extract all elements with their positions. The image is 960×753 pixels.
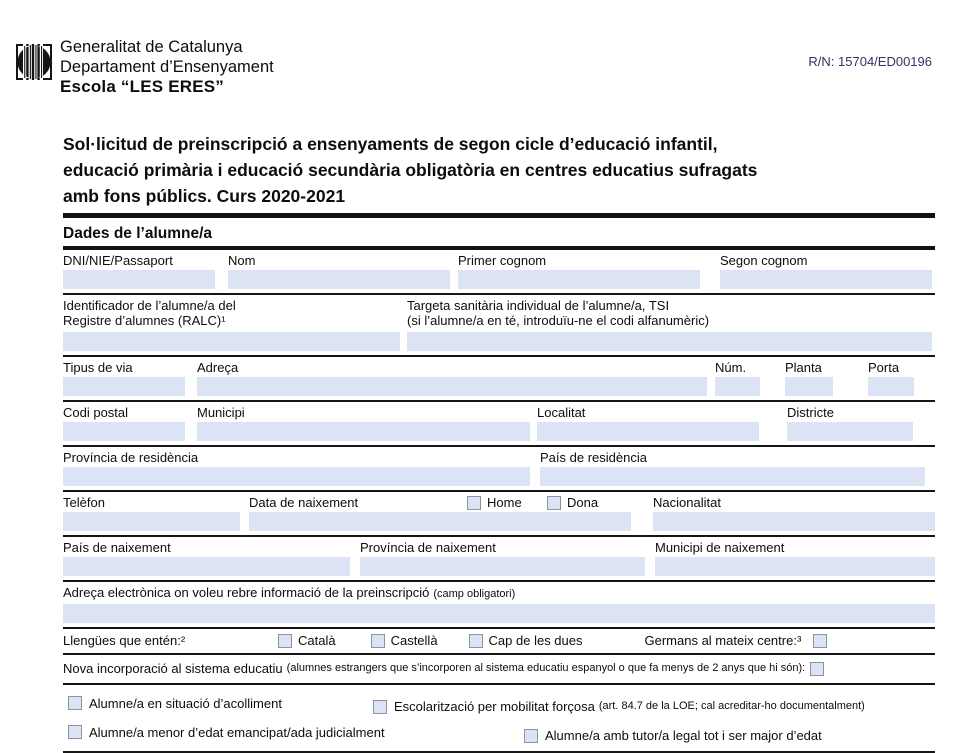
- row-telefon-naixement: [63, 492, 935, 537]
- label-telefon: Telèfon: [63, 495, 105, 510]
- input-segon-cognom[interactable]: [720, 270, 932, 289]
- label-pais-naixement: País de naixement: [63, 540, 171, 555]
- section-title-dades-alumne: Dades de l’alumne/a: [63, 225, 213, 242]
- input-tipus-via[interactable]: [63, 377, 185, 396]
- label-ralc-line2: Registre d’alumnes (RALC)¹: [63, 313, 226, 328]
- input-codi-postal[interactable]: [63, 422, 185, 441]
- label-mobilitat: Escolarització per mobilitat forçosa: [394, 699, 595, 714]
- label-dona: Dona: [567, 495, 599, 510]
- label-planta: Planta: [785, 360, 822, 375]
- org-name-line1: Generalitat de Catalunya: [60, 38, 243, 56]
- row-identitat: [63, 250, 935, 295]
- label-cap-de-les-dues: Cap de les dues: [488, 633, 583, 648]
- input-dni[interactable]: [63, 270, 215, 289]
- form-title-line2: educació primària i educació secundària obligatòria en centres educatius sufragats: [63, 160, 758, 180]
- label-nova-incorporacio-note: (alumnes estrangers que s’incorporen al sistema educatiu espanyol o que fa menys de 2 anys que hi són):: [286, 662, 806, 674]
- label-adreca: Adreça: [197, 360, 239, 375]
- org-name-line2: Departament d’Ensenyament: [60, 58, 274, 76]
- input-localitat[interactable]: [537, 422, 759, 441]
- row-situacions: [63, 685, 935, 753]
- label-castella: Castellà: [390, 633, 438, 648]
- checkbox-germans[interactable]: [813, 634, 827, 648]
- label-catala: Català: [298, 633, 336, 648]
- input-pais-naixement[interactable]: [63, 557, 350, 576]
- label-email-note: (camp obligatori): [433, 588, 516, 600]
- label-email: Adreça electrònica on voleu rebre informació de la preinscripció: [63, 585, 430, 600]
- input-primer-cognom[interactable]: [458, 270, 700, 289]
- row-ralc-tsi: [63, 295, 935, 357]
- input-tsi[interactable]: [407, 332, 932, 351]
- checkbox-catala[interactable]: [278, 634, 292, 648]
- checkbox-mobilitat[interactable]: [373, 700, 387, 714]
- label-data-naixement: Data de naixement: [249, 495, 359, 510]
- label-acolliment: Alumne/a en situació d’acolliment: [89, 695, 282, 711]
- input-porta[interactable]: [868, 377, 914, 396]
- row-nova-incorporacio: [63, 655, 935, 685]
- label-tsi-line1: Targeta sanitària individual de l’alumne/a, TSI: [407, 298, 670, 313]
- label-nacionalitat: Nacionalitat: [653, 495, 721, 510]
- label-nom: Nom: [228, 253, 256, 268]
- checkbox-acolliment[interactable]: [68, 696, 82, 710]
- form-title: [63, 131, 903, 209]
- input-pais-residencia[interactable]: [540, 467, 925, 486]
- input-provincia-naixement[interactable]: [360, 557, 645, 576]
- label-germans: Germans al mateix centre:³: [644, 633, 802, 648]
- label-segon-cognom: Segon cognom: [720, 253, 808, 268]
- checkbox-castella[interactable]: [371, 634, 385, 648]
- checkbox-cap-de-les-dues[interactable]: [469, 634, 483, 648]
- label-primer-cognom: Primer cognom: [458, 253, 547, 268]
- input-districte[interactable]: [787, 422, 913, 441]
- label-tsi-line2: (si l’alumne/a en té, introduïu-ne el codi alfanumèric): [407, 313, 710, 328]
- row-email: [63, 582, 935, 629]
- input-municipi[interactable]: [197, 422, 530, 441]
- input-municipi-naixement[interactable]: [655, 557, 935, 576]
- label-llengues: Llengües que entén:²: [63, 633, 186, 648]
- input-ralc[interactable]: [63, 332, 400, 351]
- input-telefon[interactable]: [63, 512, 240, 531]
- checkbox-emancipat[interactable]: [68, 725, 82, 739]
- input-planta[interactable]: [785, 377, 833, 396]
- input-nom[interactable]: [228, 270, 450, 289]
- label-porta: Porta: [868, 360, 900, 375]
- label-municipi: Municipi: [197, 405, 245, 420]
- label-localitat: Localitat: [537, 405, 586, 420]
- label-emancipat: Alumne/a menor d’edat emancipat/ada judicialment: [89, 724, 385, 740]
- generalitat-senyera-icon: [14, 38, 54, 91]
- school-name: Escola “LES ERES”: [60, 77, 225, 96]
- input-data-naixement[interactable]: [249, 512, 631, 531]
- label-municipi-naixement: Municipi de naixement: [655, 540, 785, 555]
- label-districte: Districte: [787, 405, 834, 420]
- label-provincia-naixement: Província de naixement: [360, 540, 496, 555]
- label-home: Home: [487, 495, 522, 510]
- label-provincia-residencia: Província de residència: [63, 450, 199, 465]
- title-divider: [63, 213, 935, 218]
- label-nova-incorporacio: Nova incorporació al sistema educatiu: [63, 661, 283, 676]
- form-title-line1: Sol·licitud de preinscripció a ensenyaments de segon cicle d’educació infantil,: [63, 134, 718, 154]
- checkbox-dona[interactable]: [547, 496, 561, 510]
- input-num[interactable]: [715, 377, 760, 396]
- input-nacionalitat[interactable]: [653, 512, 935, 531]
- input-provincia-residencia[interactable]: [63, 467, 530, 486]
- label-num: Núm.: [715, 360, 747, 375]
- input-adreca[interactable]: [197, 377, 707, 396]
- row-llengues: [63, 629, 935, 655]
- row-adreca: [63, 357, 935, 402]
- label-tutor: Alumne/a amb tutor/a legal tot i ser major d’edat: [545, 728, 822, 743]
- reference-number: R/N: 15704/ED00196: [808, 54, 932, 69]
- label-tipus-via: Tipus de via: [63, 360, 133, 375]
- checkbox-nova-incorporacio[interactable]: [810, 662, 824, 676]
- form-dades-alumne: [63, 250, 935, 753]
- label-codi-postal: Codi postal: [63, 405, 129, 420]
- checkbox-home[interactable]: [467, 496, 481, 510]
- row-naixement: [63, 537, 935, 582]
- input-email[interactable]: [63, 604, 935, 623]
- label-dni: DNI/NIE/Passaport: [63, 253, 173, 268]
- form-title-line3: amb fons públics. Curs 2020-2021: [63, 186, 346, 206]
- row-municipi: [63, 402, 935, 447]
- header-org-block: [60, 37, 274, 97]
- label-ralc-line1: Identificador de l’alumne/a del: [63, 298, 236, 313]
- label-pais-residencia: País de residència: [540, 450, 647, 465]
- checkbox-tutor[interactable]: [524, 729, 538, 743]
- label-mobilitat-note: (art. 84.7 de la LOE; cal acreditar-ho documentalment): [598, 700, 865, 712]
- row-residencia: [63, 447, 935, 492]
